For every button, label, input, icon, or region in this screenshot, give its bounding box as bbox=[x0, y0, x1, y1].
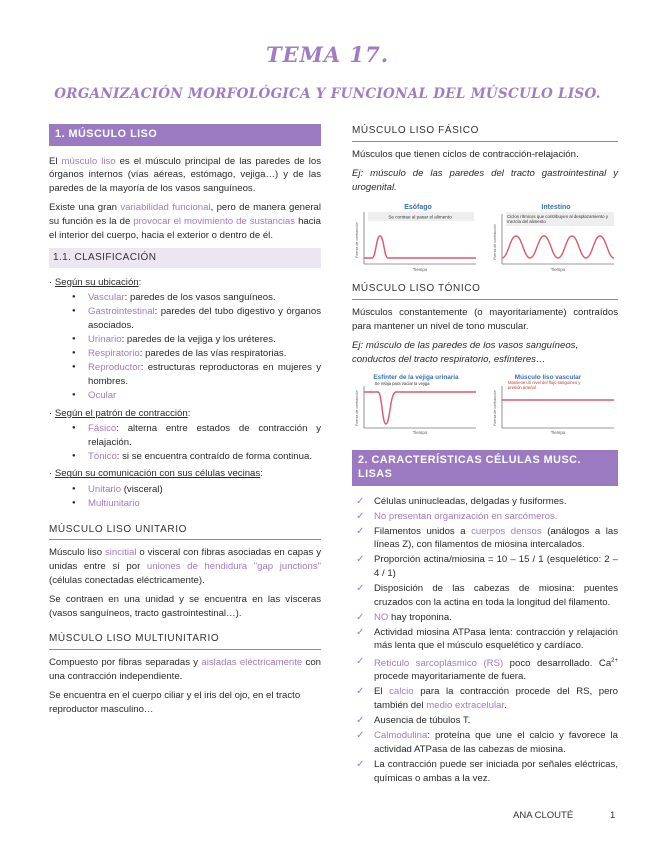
list-item: ✓ Células uninucleadas, delgadas y fusiformes. bbox=[356, 495, 567, 507]
fig-title: Músculo liso vascular bbox=[514, 374, 582, 382]
esfinter-graph bbox=[352, 372, 480, 436]
fig-ylabel: Fuerza de contracción bbox=[355, 390, 359, 427]
fig-caption: Se relaja para vaciar la vejiga bbox=[374, 381, 430, 387]
list-item: ✓ Filamentos unidos a cuerpos densos (análogos a las líneas Z), con filamentos de miosina intercalados. bbox=[356, 525, 618, 551]
esfinter-figure bbox=[352, 372, 480, 436]
list-item: ✓ Retículo sarcoplásmico (RS) poco desarrollado. $Ca^{2+}$ procede mayoritariamente de fuera. bbox=[356, 655, 618, 683]
function-paragraph: Existe una gran variabilidad funcional, pero de manera general su función es la de provocar el movimiento de sustancias hacia el interior del cuerpo, hacia el exterior o dentro de él. bbox=[49, 202, 321, 241]
tonico-paragraph: Músculos constantemente (o mayoritariamente) contraídos para mantener un nivel de tono muscular. bbox=[352, 306, 618, 332]
check-icon: ✓ bbox=[356, 583, 365, 595]
classification-heading: 1.1. CLASIFICACIÓN bbox=[49, 248, 321, 268]
page-title: TEMA 17. bbox=[265, 42, 390, 67]
vascular-figure bbox=[490, 372, 618, 436]
list-item: ✓ NO hay troponina. bbox=[356, 611, 452, 623]
contraction-curve bbox=[502, 236, 614, 258]
check-icon: ✓ bbox=[356, 554, 365, 566]
characteristics-list bbox=[352, 495, 618, 786]
contraction-curve bbox=[364, 392, 476, 424]
esofago-figure bbox=[352, 200, 480, 274]
list-item: ● Multiunitario bbox=[74, 497, 321, 511]
page-subtitle: ORGANIZACIÓN MORFOLÓGICA Y FUNCIONAL DEL MÚSCULO LISO. bbox=[54, 86, 601, 102]
patron-list bbox=[49, 422, 321, 463]
fig-title: Intestino bbox=[541, 204, 571, 212]
multiunitario-heading: MÚSCULO LISO MULTIUNITARIO bbox=[49, 632, 321, 650]
list-item: ● Tónico: si se encuentra contraído de forma continua. bbox=[74, 450, 321, 464]
fig-xlabel: Tiempo bbox=[412, 267, 428, 273]
fig-caption: Ciclos rítmicos que contribuyen al desplazamiento y mezcla del alimento bbox=[507, 213, 609, 225]
fig-ylabel: Fuerza de contracción bbox=[493, 390, 497, 427]
list-item: ● Respiratorio: paredes de las vías respiratorias. bbox=[74, 347, 321, 361]
unitario-paragraph-2: Se contraen en una unidad y se encuentra en las vísceras (vasos sanguíneos, tracto gastrointestinal…). bbox=[49, 594, 321, 619]
section-2-heading: 2. CARACTERÍSTICAS CÉLULAS MUSC. LISAS bbox=[352, 450, 618, 485]
check-icon: ✓ bbox=[356, 626, 365, 638]
ubicacion-label: · Según su ubicación: bbox=[49, 276, 142, 288]
check-icon: ✓ bbox=[356, 655, 365, 667]
list-item: ✓ Proporción actina/miosina = 10 – 15 / 1 (esquelético: 2 – 4 / 1) bbox=[356, 554, 618, 579]
section-1-heading: 1. MÚSCULO LISO bbox=[49, 124, 321, 146]
list-item: ✓ Actividad miosina ATPasa lenta: contracción y relajación más lenta que el músculo esquelético y cardíaco. bbox=[356, 626, 618, 652]
multiunitario-paragraph-2: Se encuentra en el cuerpo ciliar y el iris del ojo, en el tracto reproductor masculino… bbox=[49, 690, 301, 715]
fig-xlabel: Tiempo bbox=[550, 267, 566, 273]
unitario-paragraph: Músculo liso sincitial o visceral con fibras asociadas en capas y unidas entre sí por uniones de hendidura "gap junctions" (células conectadas eléctricamente). bbox=[49, 547, 322, 586]
ubicacion-list bbox=[49, 291, 321, 402]
fasico-example: Ej: músculo de las paredes del tracto gastrointestinal y urogenital. bbox=[352, 168, 618, 193]
list-item: ✓ No presentan organización en sarcómeros. bbox=[356, 510, 558, 522]
fig-ylabel: Fuerza de contracción bbox=[493, 224, 497, 261]
list-item: ● Urinario: paredes de la vejiga y los uréteres. bbox=[74, 333, 321, 347]
list-item: ✓ Calmodulina: proteína que une el calcio y favorece la actividad ATPasa de las cabezas de miosina. bbox=[356, 730, 618, 755]
check-icon: ✓ bbox=[356, 715, 365, 727]
fig-caption: Mantiene un nivel del flujo sanguíneo y presión arterial bbox=[508, 380, 581, 391]
tonico-heading: MÚSCULO LISO TÓNICO bbox=[352, 282, 618, 300]
check-icon: ✓ bbox=[356, 510, 365, 522]
check-icon: ✓ bbox=[356, 686, 365, 698]
list-item: ● Ocular bbox=[74, 389, 321, 403]
fig-title: Esfínter de la vejiga urinaria bbox=[373, 374, 459, 382]
list-item: ✓ El calcio para la contracción procede del RS, pero también del medio extracelular. bbox=[356, 686, 618, 712]
intestino-graph bbox=[490, 200, 618, 274]
fasico-paragraph: Músculos que tienen ciclos de contracción-relajación. bbox=[352, 148, 579, 160]
check-icon: ✓ bbox=[356, 758, 365, 770]
list-item: ✓ Disposición de las cabezas de miosina: puentes cruzados con la actina en toda la longitud del filamento. bbox=[356, 583, 618, 608]
intestino-figure bbox=[490, 200, 618, 274]
fasico-figures bbox=[352, 200, 618, 274]
list-item: ✓ La contracción puede ser iniciada por señales eléctricas, químicas o ambas a la vez. bbox=[356, 758, 618, 784]
fig-xlabel: Tiempo bbox=[412, 430, 428, 436]
check-icon: ✓ bbox=[356, 611, 365, 623]
multiunitario-paragraph: Compuesto por fibras separadas y aisladas eléctricamente con una contracción independiente. bbox=[49, 656, 321, 682]
fasico-heading: MÚSCULO LISO FÁSICO bbox=[352, 124, 618, 142]
list-item: ● Fásico: alterna entre estados de contracción y relajación. bbox=[74, 422, 321, 449]
esofago-graph bbox=[352, 200, 480, 274]
comunicacion-list bbox=[49, 483, 321, 511]
vascular-graph bbox=[490, 372, 618, 436]
right-column bbox=[352, 124, 618, 787]
patron-label: · Según el patrón de contracción: bbox=[49, 407, 191, 419]
check-icon: ✓ bbox=[356, 730, 365, 742]
list-item: ● Vascular: paredes de los vasos sanguíneos. bbox=[74, 291, 321, 305]
intro-paragraph: El músculo liso es el músculo principal de las paredes de los órganos internos (vías aéreas, estómago, vejiga…) y de las paredes de la mayoría de los vasos sanguíneos. bbox=[49, 155, 321, 194]
left-column bbox=[49, 124, 321, 722]
fig-title: Esófago bbox=[404, 204, 432, 212]
list-item: ● Gastrointestinal: paredes del tubo digestivo y órganos asociados. bbox=[74, 305, 321, 332]
tonico-example: Ej: músculo de las paredes de los vasos sanguíneos, conductos del tracto respiratorio, esfínteres… bbox=[352, 340, 579, 365]
fig-ylabel: Fuerza de contracción bbox=[355, 222, 359, 259]
footer-author: ANA CLOUTÉ bbox=[513, 810, 574, 821]
list-item: ● Reproductor: estructuras reproductoras en mujeres y hombres. bbox=[74, 361, 321, 388]
contraction-curve bbox=[364, 236, 476, 258]
fig-xlabel: Tiempo bbox=[550, 430, 566, 436]
page-number: 1 bbox=[610, 810, 616, 821]
tonico-figures bbox=[352, 372, 618, 436]
unitario-heading: MÚSCULO LISO UNITARIO bbox=[49, 523, 321, 541]
check-icon: ✓ bbox=[356, 495, 365, 507]
comunicacion-label: · Según su comunicación con sus células vecinas: bbox=[49, 468, 263, 480]
list-item: ✓ Ausencia de túbulos T. bbox=[356, 715, 471, 727]
check-icon: ✓ bbox=[356, 525, 365, 537]
fig-caption: Se contrae al pasar el alimento bbox=[388, 214, 452, 220]
list-item: ● Unitario (visceral) bbox=[74, 483, 321, 497]
